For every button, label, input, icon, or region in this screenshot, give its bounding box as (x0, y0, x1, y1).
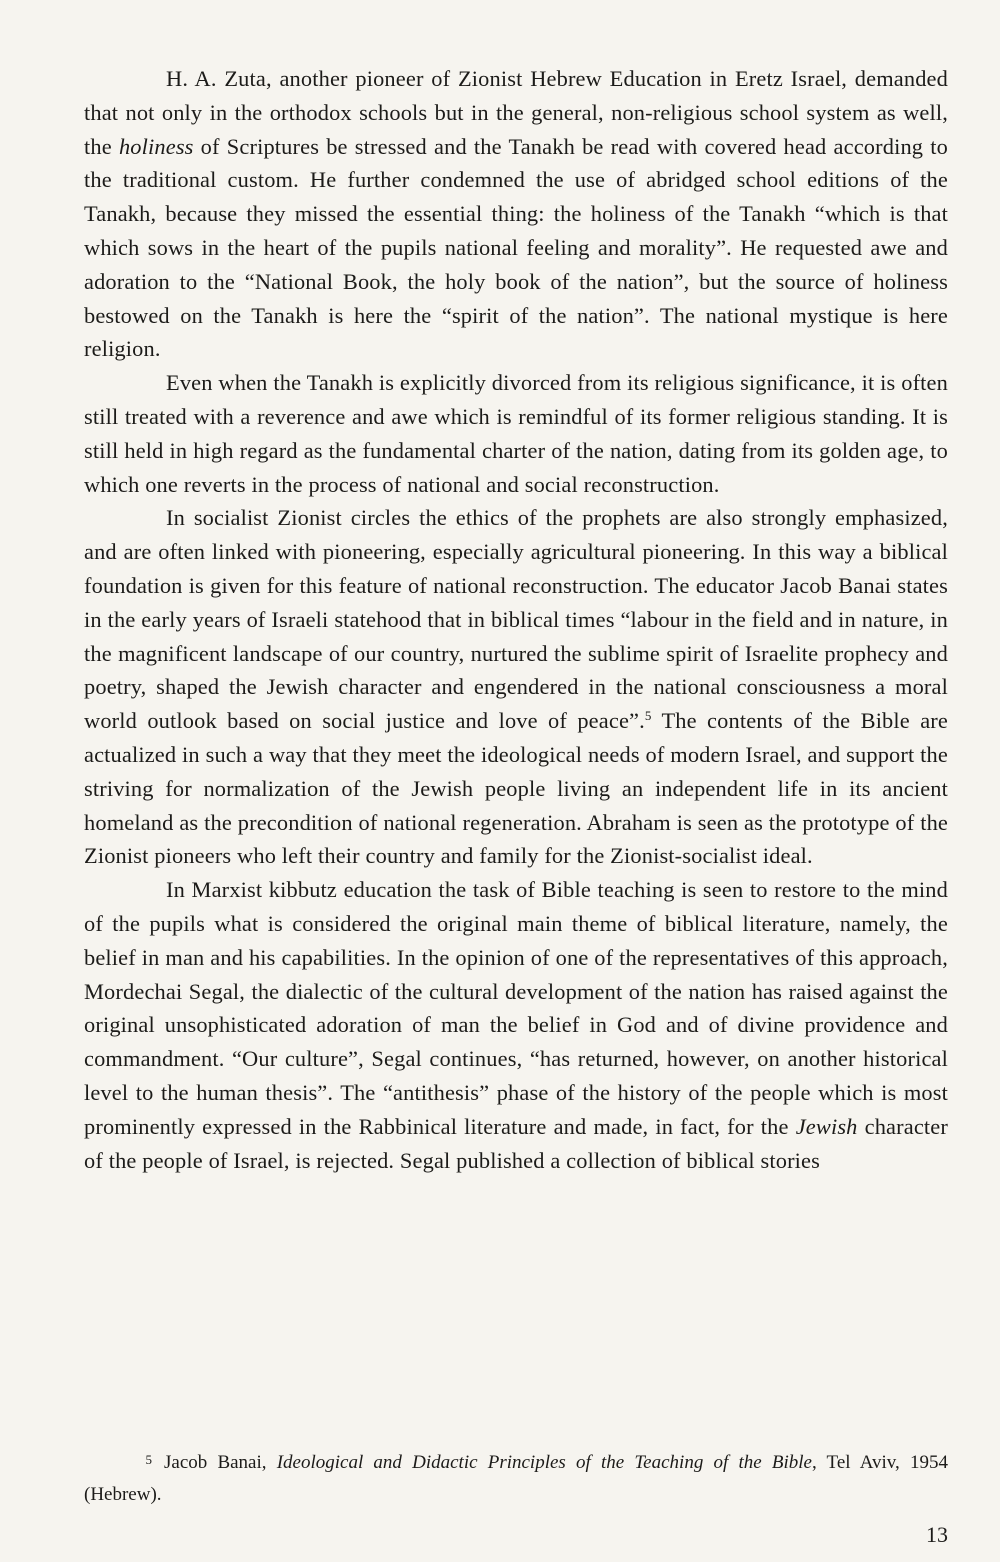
italic-emphasis: holiness (118, 133, 194, 159)
paragraph-reverence: Even when the Tanakh is explicitly divorced from its religious significance, it is often still treated with a reverence and awe which is remindful of its former religious standing. It is still held in high regard as the fundamental charter of the nation, dating from its golden age, to which one reverts in the process of national and social reconstruction. (84, 370, 948, 497)
paragraph-text: In Marxist kibbutz education the task of Bible teaching is seen to restore to the mind of the pupils what is considered the original main theme of biblical literature, namely, the belief in man and his capabilities. In the opinion of one of the representatives of this approach, Mordechai Segal, the dialectic of the cultural development of the nation has raised against the original unsophisticated adoration of man the belief in God and of divine providence and commandment. “Our culture”, Segal continues, “has returned, however, on another historical level to the human thesis”. The “antithesis” phase of the history of the people which is most prominently expressed in the Rabbinical literature and made, in fact, for the (84, 877, 948, 1139)
footnote-mark: 5 (145, 1452, 152, 1467)
body-text (84, 62, 948, 1177)
footnote-author: Jacob Banai, (164, 1452, 277, 1473)
paragraph-text: H. A. Zuta, another pioneer of Zionist Hebrew Education in Eretz Israel, demanded that not only in the orthodox schools but in the general, non-religious school system as well, the (84, 66, 948, 159)
italic-emphasis: Jewish (795, 1113, 858, 1139)
footnote-title: Ideological and Didactic Principles of the Teaching of the Bible (276, 1452, 812, 1473)
page-number: 13 (926, 1522, 948, 1547)
paragraph-text: character of the people of Israel, is rejected. Segal published a collection of biblical stories (84, 1113, 948, 1173)
paragraph-text: The contents of the Bible are actualized in such a way that they meet the ideological needs of modern Israel, and support the striving for normalization of the Jewish people living an independent life in its ancient homeland as the precondition of national regeneration. Abraham is seen as the prototype of the Zionist pioneers who left their country and family for the Zionist-socialist ideal. (84, 708, 948, 869)
paragraph-zuta (84, 62, 948, 366)
paragraph-marxist-kibbutz (84, 873, 948, 1177)
paragraph-text: of Scriptures be stressed and the Tanakh be read with covered head according to the traditional custom. He further condemned the use of abridged school editions of the Tanakh, because they missed the essential thing: the holiness of the Tanakh “which is that which sows in the heart of the pupils national feeling and morality”. He requested awe and adoration to the “National Book, the holy book of the nation”, but the source of holiness bestowed on the Tanakh is here the “spirit of the nation”. The national mystique is here religion. (84, 133, 948, 362)
paragraph-socialist-zionist (84, 501, 948, 873)
paragraph-text: In socialist Zionist circles the ethics of the prophets are also strongly emphasized, and are often linked with pioneering, especially agricultural pioneering. In this way a biblical foundation is given for this feature of national reconstruction. The educator Jacob Banai states in the early years of Israeli statehood that in biblical times “labour in the field and in nature, in the magnificent landscape of our country, nurtured the sublime spirit of Israelite prophecy and poetry, shaped the Jewish character and engendered in the national consciousness a moral world outlook based on social justice and love of peace”. (84, 505, 948, 734)
footnote (84, 1444, 948, 1511)
footnote-reference: 5 (644, 708, 652, 724)
footnote-publication: , Tel Aviv, 1954 (Hebrew). (84, 1452, 948, 1505)
